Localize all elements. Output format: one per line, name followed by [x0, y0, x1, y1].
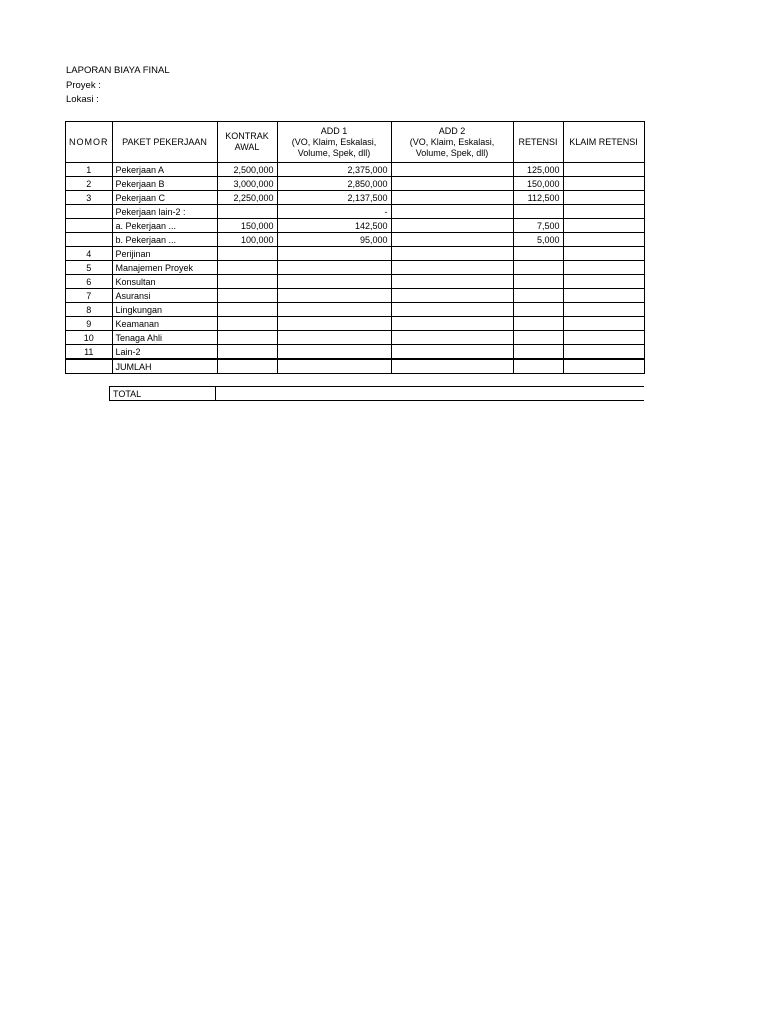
col-header-paket — [112, 122, 217, 163]
cell-kontrak — [217, 247, 277, 261]
cell-paket: Lain-2 — [112, 345, 217, 360]
final-cost-table — [65, 121, 645, 374]
total-row — [110, 387, 644, 401]
report-title: LAPORAN BIAYA FINAL — [66, 65, 170, 76]
cell-klaim-retensi — [563, 219, 644, 233]
cell-kontrak — [217, 345, 277, 360]
lokasi-label: Lokasi : — [66, 94, 99, 105]
col-header-paket-label: PAKET PEKERJAAN — [122, 136, 207, 147]
col-header-add1 — [277, 122, 391, 163]
cell-paket: a. Pekerjaan ... — [112, 219, 217, 233]
cell-retensi — [513, 289, 563, 303]
cell-nomor: 5 — [66, 261, 113, 275]
cell-kontrak — [217, 275, 277, 289]
cell-kontrak — [217, 205, 277, 219]
cell-add2 — [391, 289, 513, 303]
table-header-row — [66, 122, 645, 163]
cell-kontrak — [217, 261, 277, 275]
col-header-kontrak-line1: KONTRAK — [225, 131, 269, 141]
cell-klaim-retensi — [563, 275, 644, 289]
table-row — [66, 205, 645, 219]
col-header-klaim-retensi-label: KLAIM RETENSI — [569, 136, 638, 147]
table-row — [66, 345, 645, 360]
table-row — [66, 247, 645, 261]
cell-nomor: 6 — [66, 275, 113, 289]
cell-paket: Pekerjaan A — [112, 163, 217, 177]
cell-retensi: 5,000 — [513, 233, 563, 247]
cell-retensi: 150,000 — [513, 177, 563, 191]
col-header-add2-line2: (VO, Klaim, Eskalasi, — [409, 136, 495, 147]
cell-klaim-retensi — [563, 177, 644, 191]
cell-paket: Perijinan — [112, 247, 217, 261]
table-row — [66, 261, 645, 275]
cell-paket: Pekerjaan C — [112, 191, 217, 205]
cell-add2 — [391, 317, 513, 331]
col-header-retensi — [513, 122, 563, 163]
cell-add1: 95,000 — [277, 233, 391, 247]
cell-retensi: 7,500 — [513, 219, 563, 233]
cell-nomor — [66, 219, 113, 233]
cell-add1 — [277, 331, 391, 345]
col-header-klaim-retensi — [563, 122, 644, 163]
cell-klaim-retensi — [563, 247, 644, 261]
proyek-label: Proyek : — [66, 79, 101, 91]
table-row — [66, 303, 645, 317]
cell-add2 — [391, 345, 513, 360]
cell-add1: 2,137,500 — [277, 191, 391, 205]
cell-klaim-retensi — [563, 317, 644, 331]
table-row — [66, 191, 645, 205]
cell-paket: Tenaga Ahli — [112, 331, 217, 345]
cell-retensi — [513, 247, 563, 261]
cell-paket: Lingkungan — [112, 303, 217, 317]
jumlah-cell-klaim-retensi — [563, 359, 644, 374]
cell-add2 — [391, 303, 513, 317]
cell-add2 — [391, 177, 513, 191]
jumlah-cell-add2 — [391, 359, 513, 374]
table-row — [66, 177, 645, 191]
cell-klaim-retensi — [563, 233, 644, 247]
cell-kontrak — [217, 317, 277, 331]
col-header-kontrak — [217, 122, 277, 163]
cell-retensi: 125,000 — [513, 163, 563, 177]
cell-nomor: 4 — [66, 247, 113, 261]
cell-add2 — [391, 261, 513, 275]
cell-add1 — [277, 275, 391, 289]
cell-paket: Pekerjaan lain-2 : — [112, 205, 217, 219]
cell-kontrak: 3,000,000 — [217, 177, 277, 191]
jumlah-cell-retensi — [513, 359, 563, 374]
cell-add2 — [391, 163, 513, 177]
cell-kontrak — [217, 289, 277, 303]
cell-nomor: 10 — [66, 331, 113, 345]
cell-retensi — [513, 317, 563, 331]
cell-add2 — [391, 219, 513, 233]
table-row — [66, 219, 645, 233]
cell-paket: Asuransi — [112, 289, 217, 303]
jumlah-label: JUMLAH — [112, 359, 217, 374]
cell-klaim-retensi — [563, 191, 644, 205]
total-table — [109, 386, 644, 401]
cell-nomor — [66, 233, 113, 247]
col-header-kontrak-line2: AWAL — [234, 142, 260, 152]
cell-retensi — [513, 331, 563, 345]
col-header-add2-line3: Volume, Spek, dll) — [415, 147, 489, 158]
cell-nomor: 9 — [66, 317, 113, 331]
cell-kontrak: 100,000 — [217, 233, 277, 247]
total-value — [216, 387, 644, 401]
report-header — [66, 64, 170, 108]
jumlah-cell-nomor — [66, 359, 113, 374]
cell-add2 — [391, 247, 513, 261]
col-header-nomor-label: NOMOR — [69, 136, 109, 147]
cell-nomor: 1 — [66, 163, 113, 177]
cell-retensi — [513, 261, 563, 275]
cell-add1 — [277, 345, 391, 360]
cell-add1: 2,375,000 — [277, 163, 391, 177]
table-row — [66, 331, 645, 345]
cell-nomor: 11 — [66, 345, 113, 360]
table-row — [66, 163, 645, 177]
col-header-add2-line1: ADD 2 — [438, 125, 466, 136]
cell-paket: Pekerjaan B — [112, 177, 217, 191]
table-row — [66, 317, 645, 331]
cell-paket: Keamanan — [112, 317, 217, 331]
cell-add1: 2,850,000 — [277, 177, 391, 191]
table-row — [66, 233, 645, 247]
cell-klaim-retensi — [563, 289, 644, 303]
col-header-add1-line2: (VO, Klaim, Eskalasi, — [291, 136, 377, 147]
cell-kontrak: 2,250,000 — [217, 191, 277, 205]
cell-retensi — [513, 303, 563, 317]
cell-add2 — [391, 191, 513, 205]
cell-retensi — [513, 345, 563, 360]
jumlah-row — [66, 359, 645, 374]
jumlah-cell-add1 — [277, 359, 391, 374]
cell-paket: b. Pekerjaan ... — [112, 233, 217, 247]
cell-klaim-retensi — [563, 303, 644, 317]
cell-paket: Konsultan — [112, 275, 217, 289]
cell-nomor — [66, 205, 113, 219]
cell-kontrak: 150,000 — [217, 219, 277, 233]
cell-nomor: 7 — [66, 289, 113, 303]
cell-kontrak — [217, 331, 277, 345]
cell-klaim-retensi — [563, 261, 644, 275]
col-header-add2 — [391, 122, 513, 163]
cell-add1: 142,500 — [277, 219, 391, 233]
cell-nomor: 2 — [66, 177, 113, 191]
col-header-nomor — [66, 122, 113, 163]
col-header-retensi-label: RETENSI — [518, 136, 558, 147]
cell-nomor: 8 — [66, 303, 113, 317]
cell-add2 — [391, 331, 513, 345]
cell-add1 — [277, 261, 391, 275]
cell-add2 — [391, 233, 513, 247]
cell-kontrak — [217, 303, 277, 317]
cell-paket: Manajemen Proyek — [112, 261, 217, 275]
col-header-add1-line3: Volume, Spek, dll) — [297, 147, 371, 158]
table-row — [66, 289, 645, 303]
jumlah-cell-kontrak — [217, 359, 277, 374]
cell-add1 — [277, 289, 391, 303]
cell-add1 — [277, 317, 391, 331]
cell-add1: - — [277, 205, 391, 219]
table-body — [66, 163, 645, 374]
cell-klaim-retensi — [563, 205, 644, 219]
col-header-add1-line1: ADD 1 — [320, 125, 348, 136]
cell-retensi — [513, 275, 563, 289]
cell-add1 — [277, 303, 391, 317]
cell-kontrak: 2,500,000 — [217, 163, 277, 177]
cell-klaim-retensi — [563, 163, 644, 177]
cell-retensi: 112,500 — [513, 191, 563, 205]
cell-klaim-retensi — [563, 331, 644, 345]
cell-klaim-retensi — [563, 345, 644, 360]
cell-nomor: 3 — [66, 191, 113, 205]
total-label: TOTAL — [110, 387, 216, 401]
cell-retensi — [513, 205, 563, 219]
cell-add2 — [391, 275, 513, 289]
cell-add1 — [277, 247, 391, 261]
table-row — [66, 275, 645, 289]
cell-add2 — [391, 205, 513, 219]
